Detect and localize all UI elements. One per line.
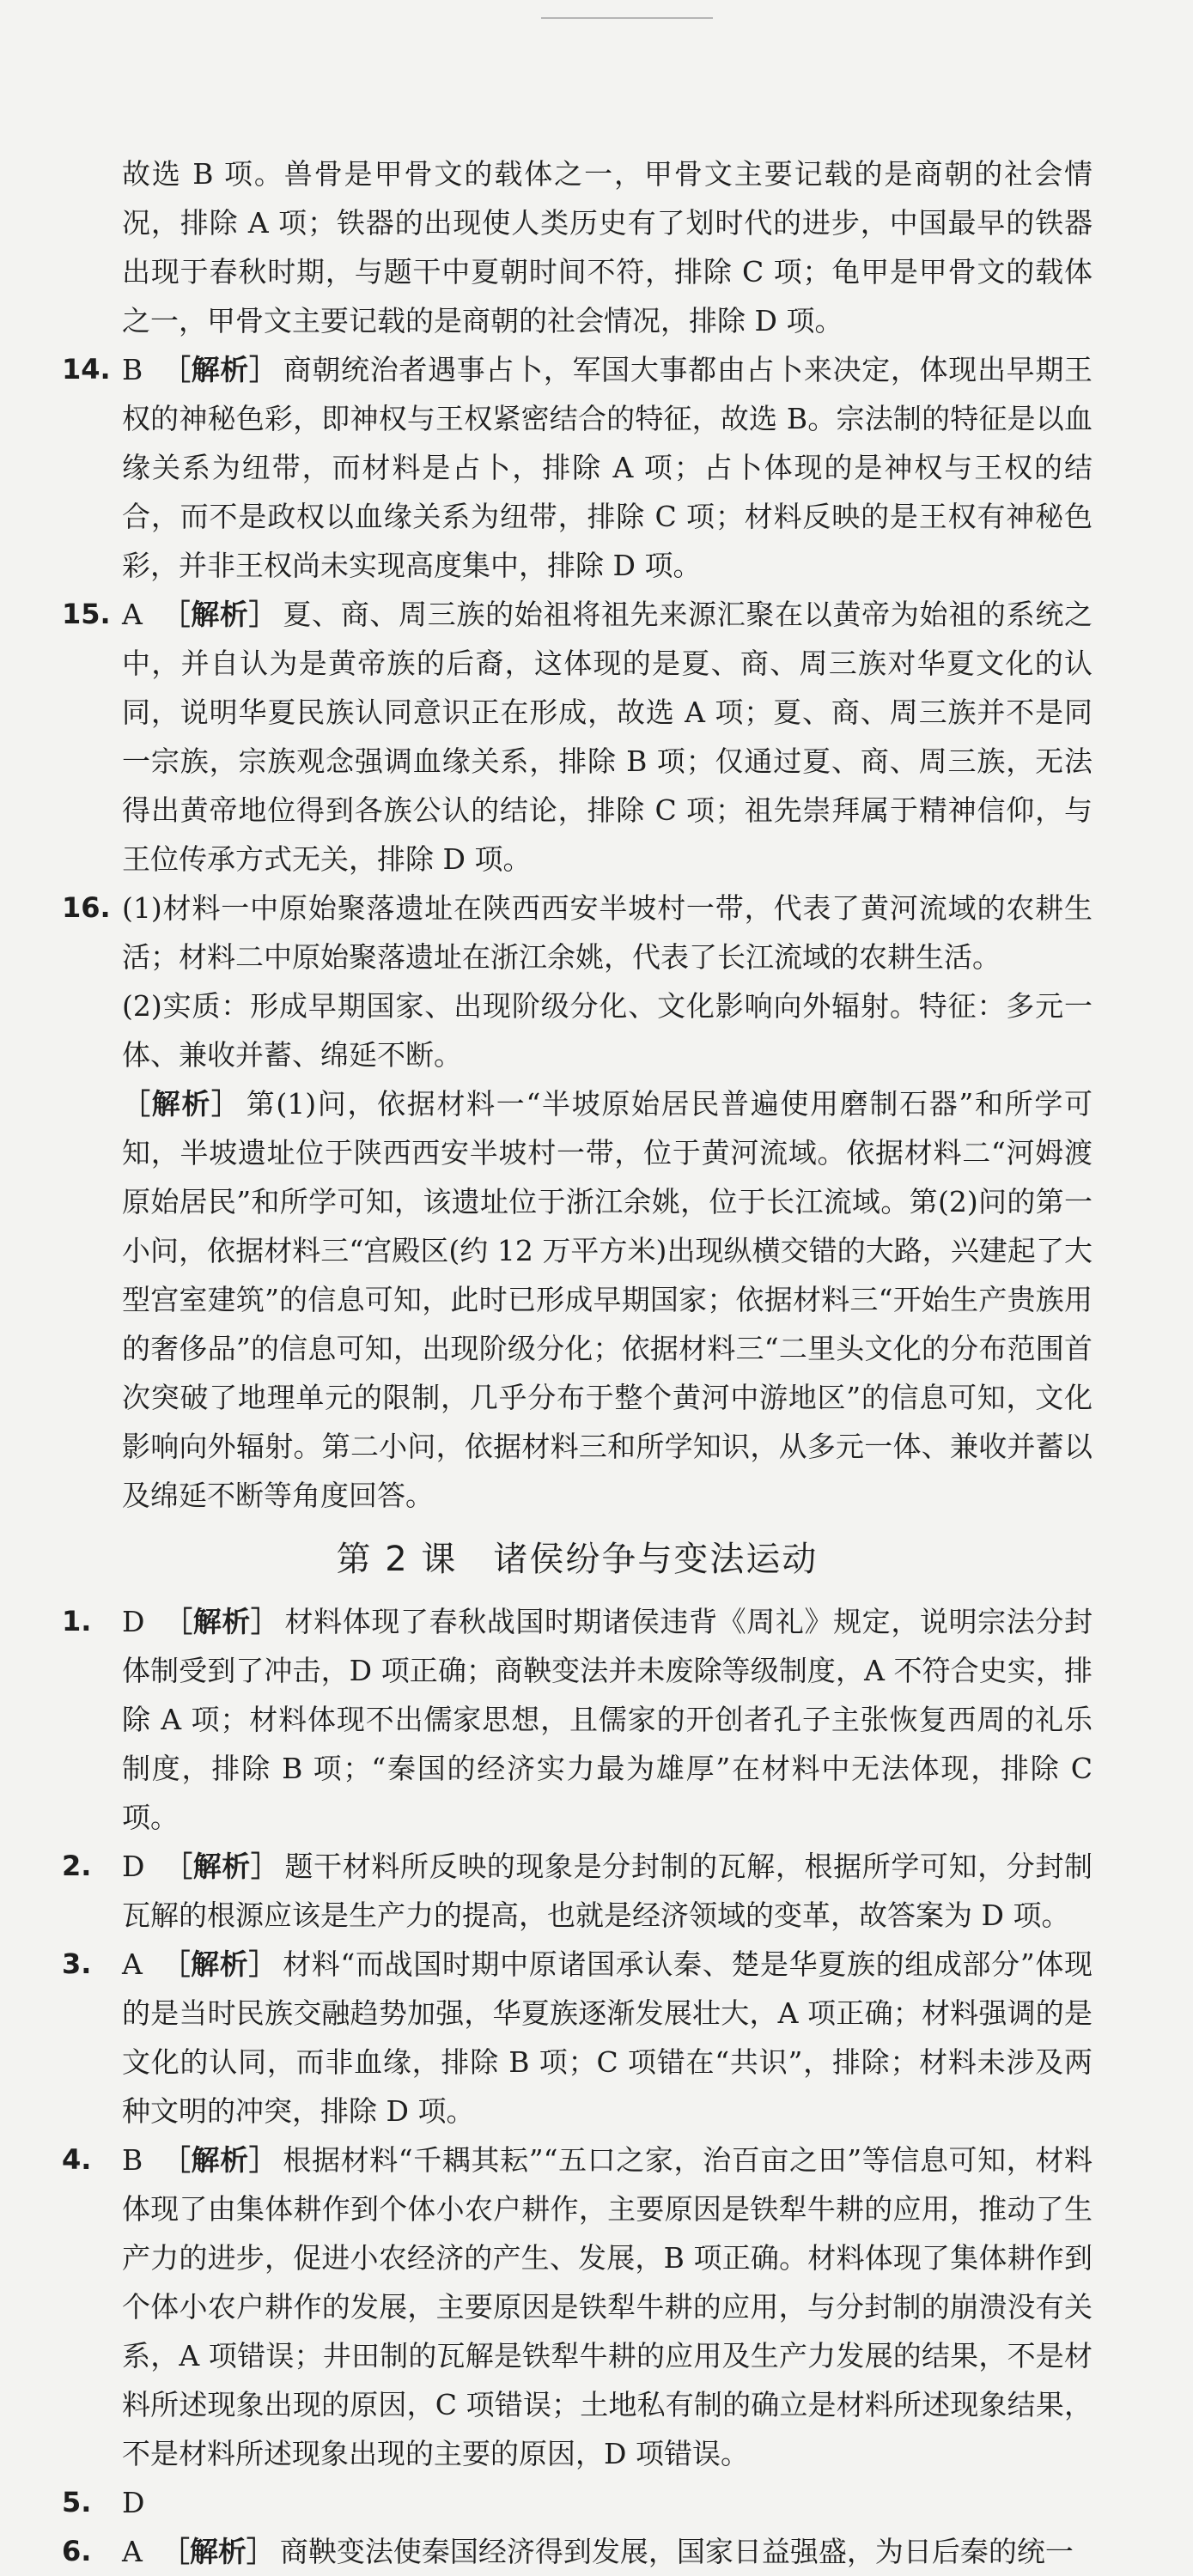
answer-letter: D [122,1605,145,1638]
item-number: 14. [62,353,111,386]
analysis-tag: ［解析］ [161,1947,278,1981]
scan-top-mark [541,17,713,19]
page-content [62,149,1093,2576]
analysis-text: 根据材料“千耦其耘”“五口之家，治百亩之田”等信息可知，材料体现了由集体耕作到个体小农户耕作，主要原因是铁犁牛耕的应用，推动了生产力的进步，促进小农经济的产生、发展，B 项正确。材料体现了集体耕作到个体小农户耕作的发展，主要原因是铁犁牛耕的应用，与分封制的崩溃没有关系，A 项错误；井田制的瓦解是铁犁牛耕的应用及生产力发展的结果，不是材料所述现象出现的原因，C 项错误；土地私有制的确立是材料所述现象结果，不是材料所述现象出现的主要的原因，D 项错误。 [122,2143,1093,2470]
item-number: 16. [62,891,111,924]
analysis-text: 商鞅变法使秦国经济得到发展，国家日益强盛，为日后秦的统一 [279,2535,1074,2568]
item-number: 1. [62,1605,92,1637]
analysis-text: 材料“而战国时期中原诸国承认秦、楚是华夏族的组成部分”体现的是当时民族交融趋势加强，华夏族逐渐发展壮大，A 项正确；材料强调的是文化的认同，而非血缘，排除 B 项；C 项错在“共识”，排除；材料未涉及两种文明的冲突，排除 D 项。 [122,1947,1093,2128]
analysis-text: 夏、商、周三族的始祖将祖先来源汇聚在以黄帝为始祖的系统之中，并自认为是黄帝族的后裔，这体现的是夏、商、周三族对华夏文化的认同，说明华夏民族认同意识正在形成，故选 A 项；夏、商、周三族并不是同一宗族，宗族观念强调血缘关系，排除 B 项；仅通过夏、商、周三族，无法得出黄帝地位得到各族公认的结论，排除 C 项；祖先崇拜属于精神信仰，与王位传承方式无关，排除 D 项。 [122,598,1093,876]
item-number: 6. [62,2535,92,2567]
analysis-tag: ［解析］ [161,2535,275,2568]
answers-lesson-2 [62,1597,1093,2576]
analysis-text: 第(1)问，依据材料一“半坡原始居民普遍使用磨制石器”和所学可知，半坡遗址位于陕西西安半坡村一带，位于黄河流域。依据材料二“河姆渡原始居民”和所学可知，该遗址位于浙江余姚，位于长江流域。第(2)问的第一小问，依据材料三“宫殿区(约 12 万平方米)出现纵横交错的大路，兴建起了大型宫室建筑”的信息可知，此时已形成早期国家；依据材料三“开始生产贵族用的奢侈品”的信息可知，出现阶级分化；依据材料三“二里头文化的分布范围首次突破了地理单元的限制，几乎分布于整个黄河中游地区”的信息可知，文化影响向外辐射。第二小问，依据材料三和所学知识，从多元一体、兼收并蓄以及绵延不断等角度回答。 [122,1087,1093,1512]
analysis-tag: ［解析］ [163,1605,280,1638]
answer-letter: D [122,1850,145,1883]
item-number: 15. [62,598,111,630]
answer-item-2 [62,1842,1093,1940]
answer-item-15 [62,590,1093,884]
item-number: 4. [62,2143,92,2176]
answer-item-5 [62,2478,1093,2527]
answer-item-14 [62,345,1093,590]
analysis-tag: ［解析］ [161,2143,278,2177]
answer-item-1 [62,1597,1093,1842]
item-number: 3. [62,1947,92,1980]
answer-item-4 [62,2136,1093,2478]
continuation-paragraph: 故选 B 项。兽骨是甲骨文的载体之一，甲骨文主要记载的是商朝的社会情况，排除 A 项；铁器的出现使人类历史有了划时代的进步，中国最早的铁器出现于春秋时期，与题干中夏朝时间不符，排除 C 项；龟甲是甲骨文的载体之一，甲骨文主要记载的是商朝的社会情况，排除 D 项。 [122,157,1093,337]
analysis-tag: ［解析］ [161,598,278,631]
answer-letter: A [122,1947,143,1981]
lesson-title: 第 2 课 诸侯纷争与变法运动 [336,1540,819,1579]
analysis-text: 材料体现了春秋战国时期诸侯违背《周礼》规定，说明宗法分封体制受到了冲击，D 项正确；商鞅变法并未废除等级制度，A 不符合史实，排除 A 项；材料体现不出儒家思想，且儒家的开创者孔子主张恢复西周的礼乐制度，排除 B 项；“秦国的经济实力最为雄厚”在材料中无法体现，排除 C 项。 [122,1605,1093,1834]
answer-letter: A [122,2535,143,2568]
analysis-text: 商朝统治者遇事占卜，军国大事都由占卜来决定，体现出早期王权的神秘色彩，即神权与王权紧密结合的特征，故选 B。宗法制的特征是以血缘关系为纽带，而材料是占卜，排除 A 项；占卜体现的是神权与王权的结合，而不是政权以血缘关系为纽带，排除 C 项；材料反映的是王权有神秘色彩，并非王权尚未实现高度集中，排除 D 项。 [122,353,1093,582]
answer-letter: A [122,598,143,631]
answer-letter: B [122,2143,143,2177]
item-number: 5. [62,2486,92,2518]
item-number: 2. [62,1850,92,1882]
answer-item-6 [62,2527,1093,2576]
analysis-tag: ［解析］ [122,1087,241,1121]
answer-letter: D [122,2486,145,2519]
answer-letter: B [122,353,143,386]
answer-item-16 [62,884,1093,1520]
analysis-text: 题干材料所反映的现象是分封制的瓦解，根据所学可知，分封制瓦解的根源应该是生产力的提高，也就是经济领域的变革，故答案为 D 项。 [122,1850,1093,1932]
item16-part1: (1)材料一中原始聚落遗址在陕西西安半坡村一带，代表了黄河流域的农耕生活；材料二中原始聚落遗址在浙江余姚，代表了长江流域的农耕生活。 [122,891,1093,974]
item16-part2: (2)实质：形成早期国家、出现阶级分化、文化影响向外辐射。特征：多元一体、兼收并蓄、绵延不断。 [122,989,1093,1072]
answer-item-3 [62,1940,1093,2136]
analysis-tag: ［解析］ [161,353,278,386]
item16-analysis [122,1079,1093,1520]
analysis-tag: ［解析］ [163,1850,280,1883]
answers-lesson-1 [62,345,1093,884]
